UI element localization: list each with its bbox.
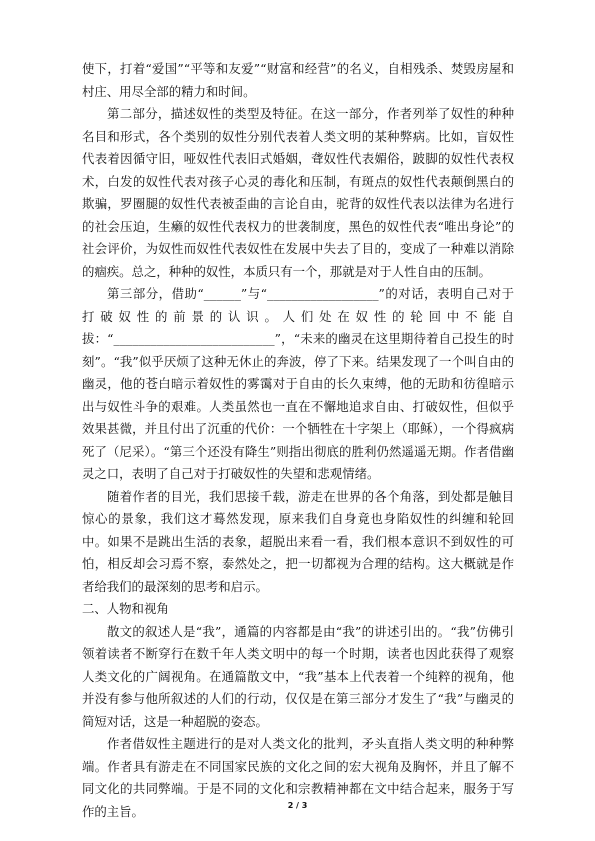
document-body (82, 58, 514, 823)
paragraph-reflection: 随着作者的目光，我们思接千载，游走在世界的各个角落，到处都是触目惊心的景象，我们这才蓦然发现，原来我们自身竟也身陷奴性的纠缠和轮回中。如果不是跳出生活的表象，超脱出来看一看，我们根本意识不到奴性的可怕，相反却会习焉不察，泰然处之，把一切都视为合理的结构。这大概就是作者给我们的最深刻的思考和启示。 (82, 488, 514, 594)
paragraph-narrator: 散文的叙述人是“我”，通篇的内容都是由“我”的讲述引出的。“我”仿佛引领着读者不断穿行在数千年人类文明中的每一个时期，读者也因此获得了观察人类文化的广阔视角。在通篇散文中，“我”基本上代表着一个纯粹的视角，他并没有参与他所叙述的人们的行动，仅仅是在第三部分才发生了“我”与幽灵的简短对话，这是一种超脱的姿态。 (82, 623, 514, 729)
paragraph-part-two: 第二部分，描述奴性的类型及特征。在这一部分，作者列举了奴性的种种名目和形式，各个类别的奴性分别代表着人类文明的某种弊病。比如，盲奴性代表着因循守旧，哑奴性代表旧式婚姻，聋奴性代表媚俗，跛脚的奴性代表权术，白发的奴性代表对孩子心灵的毒化和压制，有斑点的奴性代表颠倒黑白的欺骗，罗圈腿的奴性代表被歪曲的言论自由，驼背的奴性代表以法律为名进行的社会压迫，生癞的奴性代表权力的世袭制度，黑色的奴性代表“唯出身论”的社会评价，为奴性而奴性代表奴性在发展中失去了目的，变成了一种难以消除的痼疾。总之，种种的奴性，本质只有一个，那就是对于人性自由的压制。 (82, 106, 514, 279)
section-heading: 二、人物和视角 (82, 601, 169, 616)
paragraph-part-three: 第三部分，借助“______”与“__________________”的对话，表明自己对于打破奴性的前景的认识。人们处在奴性的轮回中不能自拔：“__________________________”，“未来的幽灵在这里期待着自己投生的时刻”。“我”似乎厌烦了这种无休止的奔波，停了下来。结果发现了一个叫自由的幽灵，他的苍白暗示着奴性的雾霭对于自由的长久束缚，他的无助和彷徨暗示出与奴性斗争的艰难。人类虽然也一直在不懈地追求自由、打破奴性，但似乎效果甚微，并且付出了沉重的代价：一个牺牲在十字架上（耶稣），一个得疯病死了（尼采）。“第三个还没有降生”则指出彻底的胜利仍然遥遥无期。作者借幽灵之口，表明了自己对于打破奴性的失望和悲观情绪。 (82, 286, 514, 481)
paragraph-critique: 作者借奴性主题进行的是对人类文化的批判，矛头直指人类文明的种种弊端。作者具有游走在不同国家民族的文化之间的宏大视角及胸怀，并且了解不同文化的共同弊端。于是不同的文化和宗教精神都在文中结合起来，服务于写作的主旨。 (82, 736, 514, 819)
paragraph-continuation: 使下，打着“爱国”“平等和友爱”“财富和经营”的名义，自相残杀、焚毁房屋和村庄、用尽全部的精力和时间。 (82, 61, 514, 99)
page-number: 2 / 3 (287, 801, 308, 810)
